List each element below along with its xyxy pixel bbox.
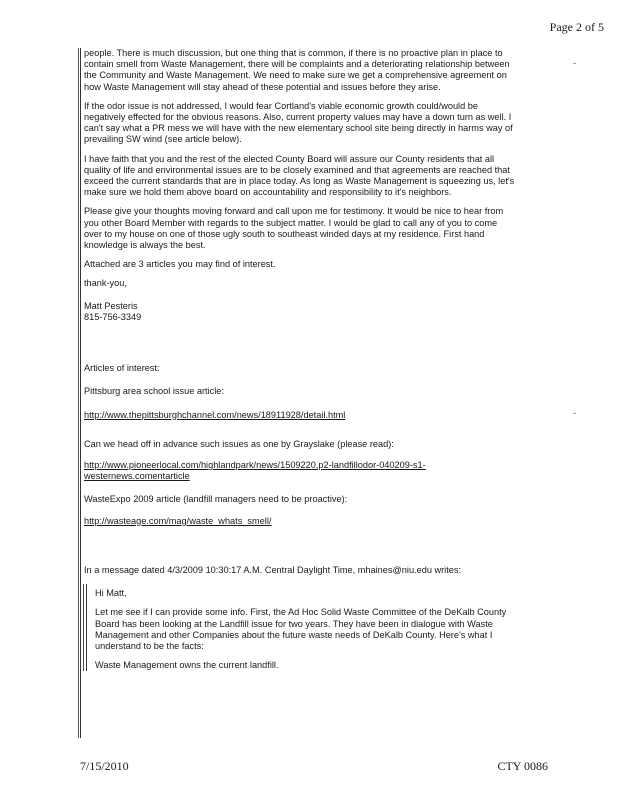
paragraph: I have faith that you and the rest of the elected County Board will assure our County residents that all quality of life and environmental issues are to be closely examined and that agreements are reached that exceed the current standards that are in place today. As long as Waste Management is squeezing us, let's make sure we hold them above board on accountability and responsibility to it's neighbors. [84, 153, 515, 198]
quoted-message [86, 584, 516, 671]
margin-mark: - [573, 408, 576, 418]
article-link[interactable]: http://wasteage.com/mag/waste_whats_smell/ [84, 515, 272, 526]
paragraph: people. There is much discussion, but one thing that is common, if there is no proactive plan in place to contain smell from Waste Management, there will be complaints and a deteriorating relationship between the Community and Waste Management. We need to make sure we get a comprehensive agreement on how Waste Management will stay ahead of these potential and issues before they arise. [84, 48, 510, 92]
footer-document-id: CTY 0086 [497, 759, 548, 773]
paragraph: Attached are 3 articles you may find of interest. [84, 259, 276, 270]
email-body [84, 48, 516, 679]
margin-mark: - [573, 58, 576, 68]
sender-name: Matt Pesteris [84, 300, 138, 311]
article-link[interactable]: http://www.thepittsburghchannel.com/news/18911928/detail.html [84, 409, 346, 420]
sender-phone: 815-756-3349 [84, 312, 142, 323]
article-label: Pittsburg area school issue article: [84, 386, 224, 397]
footer-date: 7/15/2010 [80, 759, 129, 773]
signature [84, 278, 516, 323]
quote-rule [80, 48, 81, 738]
paragraph: If the odor issue is not addressed, I would fear Cortland's viable economic growth could/would be negatively effected for the obvious reasons. Also, current property values may have a down turn as well. I can't say what a PR mess we will have with the new elementary school site being directly in harms way of prevailing SW wind (see article below). [84, 100, 513, 145]
reply-greeting: Hi Matt, [95, 588, 127, 599]
article-label: WasteExpo 2009 article (landfill managers need to be proactive): [84, 494, 348, 505]
paragraph: Please give your thoughts moving forward and call upon me for testimony. It would be nice to hear from you other Board Member with regards to the subject matter. I would be glad to call any of you to come over to my house on one of those ugly south to southeast winded days at my residence. First hand knowledge is always the best. [84, 206, 504, 251]
page-number: Page 2 of 5 [549, 20, 604, 34]
quote-rule [78, 48, 79, 738]
reply-body: Let me see if I can provide some info. First, the Ad Hoc Solid Waste Committee of the DeKalb County Board has been looking at the Landfill issue for two years. They have been in dialogue with Waste Management and other Companies about the future waste needs of DeKalb County. Here's what I understand to be the facts: [95, 607, 507, 651]
article-label: Can we head off in advance such issues as one by Grayslake (please read): [84, 438, 394, 449]
closing-thanks: thank-you, [84, 278, 127, 289]
article-link[interactable]: http://www.pioneerlocal.com/highlandpark/news/1509220,p2-landfillodor-040209-s1-westernews.comentarticle [84, 460, 426, 482]
articles-heading: Articles of interest: [84, 363, 160, 374]
reply-intro: In a message dated 4/3/2009 10:30:17 A.M. Central Daylight Time, mhaines@niu.edu writes: [84, 564, 462, 575]
reply-fact: Waste Management owns the current landfill. [95, 660, 279, 671]
